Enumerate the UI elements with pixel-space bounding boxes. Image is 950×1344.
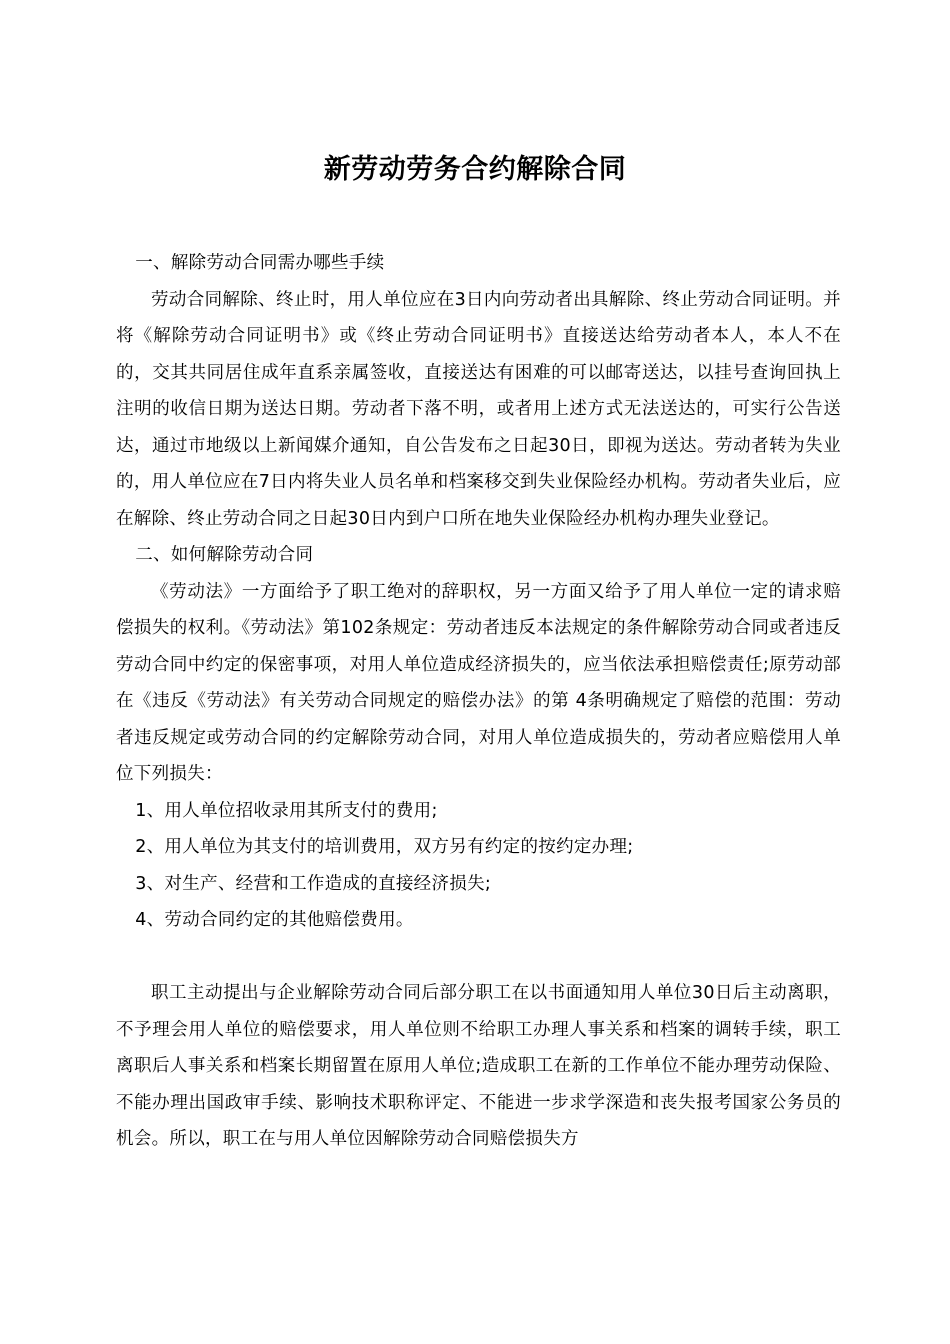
list-item: 2、用人单位为其支付的培训费用，双方另有约定的按约定办理; (135, 837, 634, 857)
list-item: 4、劳动合同约定的其他赔偿费用。 (135, 910, 414, 930)
section-heading-2: 二、如何解除劳动合同 (135, 545, 314, 565)
list-item: 3、对生产、经营和工作造成的直接经济损失; (135, 873, 492, 894)
list-item: 1、用人单位招收录用其所支付的费用; (135, 800, 438, 821)
document-title: 新劳动劳务合约解除合同 (323, 154, 627, 186)
section-heading-1: 一、解除劳动合同需办哪些手续 (135, 253, 385, 273)
section-paragraph-1: 劳动合同解除、终止时，用人单位应在3日内向劳动者出具解除、终止劳动合同证明。并将《解除劳动合同证明书》或《终止劳动合同证明书》直接送达给劳动者本人，本人不在的，交其共同居住成年直系亲属签收，直接送达有困难的可以邮寄送达，以挂号查询回执上注明的收信日期为送达日期。劳动者下落不明，或者用上述方式无法送达的，可实行公告送达，通过市地级以上新闻媒介通知，自公告发布之日起30日，即视为送达。劳动者转为失业的，用人单位应在7日内将失业人员名单和档案移交到失业保险经办机构。劳动者失业后，应在解除、终止劳动合同之日起30日内到户口所在地失业保险经办机构办理失业登记。 (116, 289, 841, 529)
section-paragraph-2: 《劳动法》一方面给予了职工绝对的辞职权，另一方面又给予了用人单位一定的请求赔偿损失的权利。《劳动法》第102条规定：劳动者违反本法规定的条件解除劳动合同或者违反劳动合同中约定的保密事项，对用人单位造成经济损失的，应当依法承担赔偿责任;原劳动部在《违反《劳动法》有关劳动合同规定的赔偿办法》的第 4条明确规定了赔偿的范围：劳动者违反规定或劳动合同的约定解除劳动合同，对用人单位造成损失的，劳动者应赔偿用人单位下列损失： (116, 581, 841, 784)
paragraph-spacer (116, 939, 841, 976)
document-body (116, 245, 841, 1158)
closing-paragraph: 职工主动提出与企业解除劳动合同后部分职工在以书面通知用人单位30日后主动离职，不予理会用人单位的赔偿要求，用人单位则不给职工办理人事关系和档案的调转手续，职工离职后人事关系和档案长期留置在原用人单位;造成职工在新的工作单位不能办理劳动保险、不能办理出国政审手续、影响技术职称评定、不能进一步求学深造和丧失报考国家公务员的机会。所以，职工在与用人单位因解除劳动合同赔偿损失方 (116, 983, 841, 1149)
